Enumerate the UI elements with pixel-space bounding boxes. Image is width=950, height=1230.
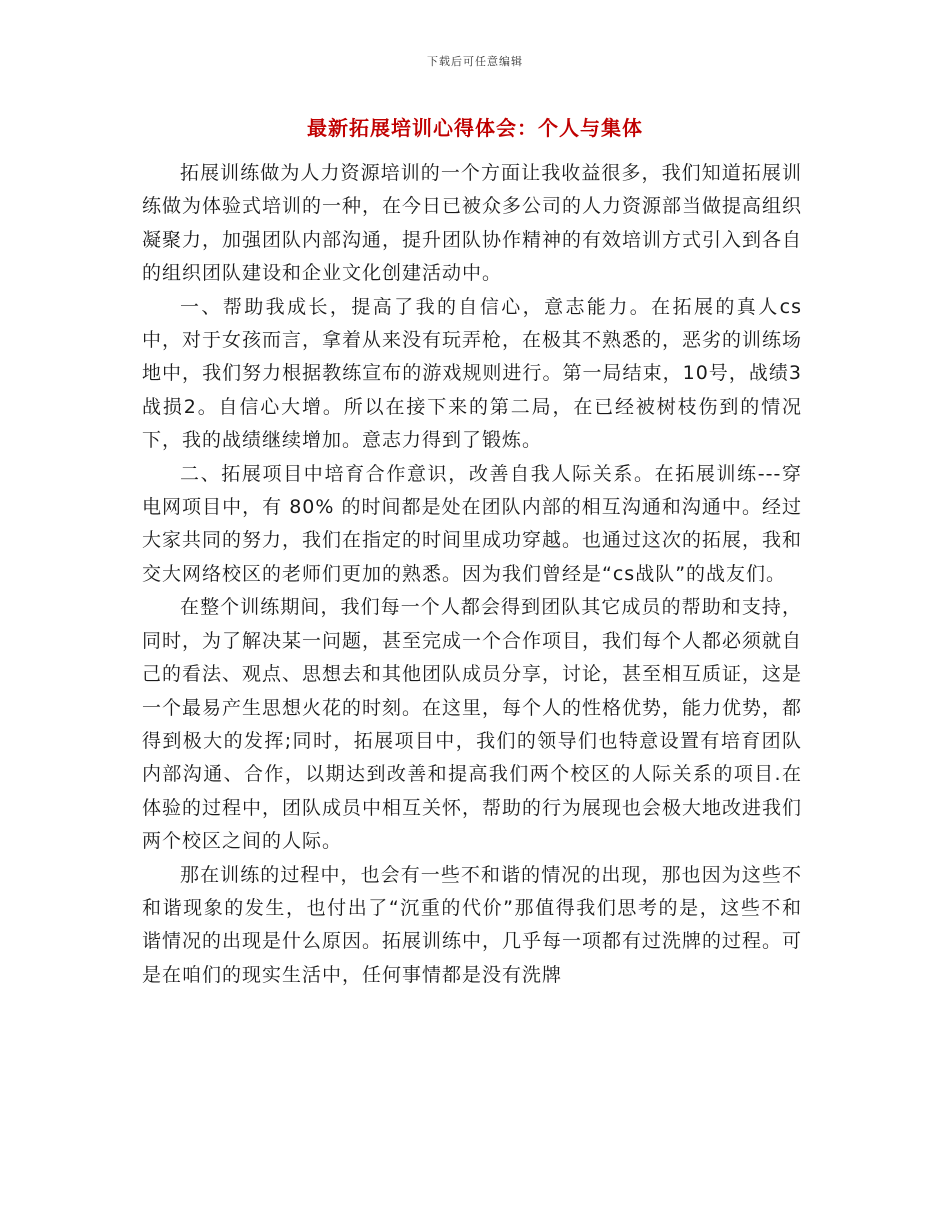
- document-body: [142, 157, 802, 992]
- paragraph-cooperation: 二、拓展项目中培育合作意识，改善自我人际关系。在拓展训练---穿电网项目中，有 80% 的时间都是处在团队内部的相互沟通和沟通中。经过大家共同的努力，我们在指定的时间里成功穿越。也通过这次的拓展，我和交大网络校区的老师们更加的熟悉。因为我们曾经是“cs战队”的战友们。: [142, 462, 803, 585]
- paragraph-intro: 拓展训练做为人力资源培训的一个方面让我收益很多，我们知道拓展训练做为体验式培训的一种，在今日已被众多公司的人力资源部当做提高组织凝聚力，加强团队内部沟通，提升团队协作精神的有效培训方式引入到各自的组织团队建设和企业文化创建活动中。: [142, 162, 803, 285]
- document-title: 最新拓展培训心得体会：个人与集体: [307, 116, 643, 140]
- header-note: 下载后可任意编辑: [427, 55, 523, 68]
- paragraph-team-support: 在整个训练期间，我们每一个人都会得到团队其它成员的帮助和支持，同时，为了解决某一问题，甚至完成一个合作项目，我们每个人都必须就自己的看法、观点、思想去和其他团队成员分享，讨论，甚至相互质证，这是一个最易产生思想火花的时刻。在这里，每个人的性格优势，能力优势，都得到极大的发挥;同时，拓展项目中，我们的领导们也特意设置有培育团队内部沟通、合作，以期达到改善和提高我们两个校区的人际关系的项目.在体验的过程中，团队成员中相互关怀，帮助的行为展现也会极大地改进我们两个校区之间的人际。: [142, 596, 803, 853]
- paragraph-confidence: 一、帮助我成长，提高了我的自信心，意志能力。在拓展的真人cs中，对于女孩而言，拿着从来没有玩弄枪，在极其不熟悉的，恶劣的训练场地中，我们努力根据教练宣布的游戏规则进行。第一局结束，10号，战绩3战损2。自信心大增。所以在接下来的第二局，在已经被树枝伤到的情况下，我的战绩继续增加。意志力得到了锻炼。: [142, 295, 803, 452]
- paragraph-disharmony: 那在训练的过程中，也会有一些不和谐的情况的出现，那也因为这些不和谐现象的发生，也付出了“沉重的代价”那值得我们思考的是，这些不和谐情况的出现是什么原因。拓展训练中，几乎每一项都有过洗牌的过程。可是在咱们的现实生活中，任何事情都是没有洗牌: [142, 863, 803, 986]
